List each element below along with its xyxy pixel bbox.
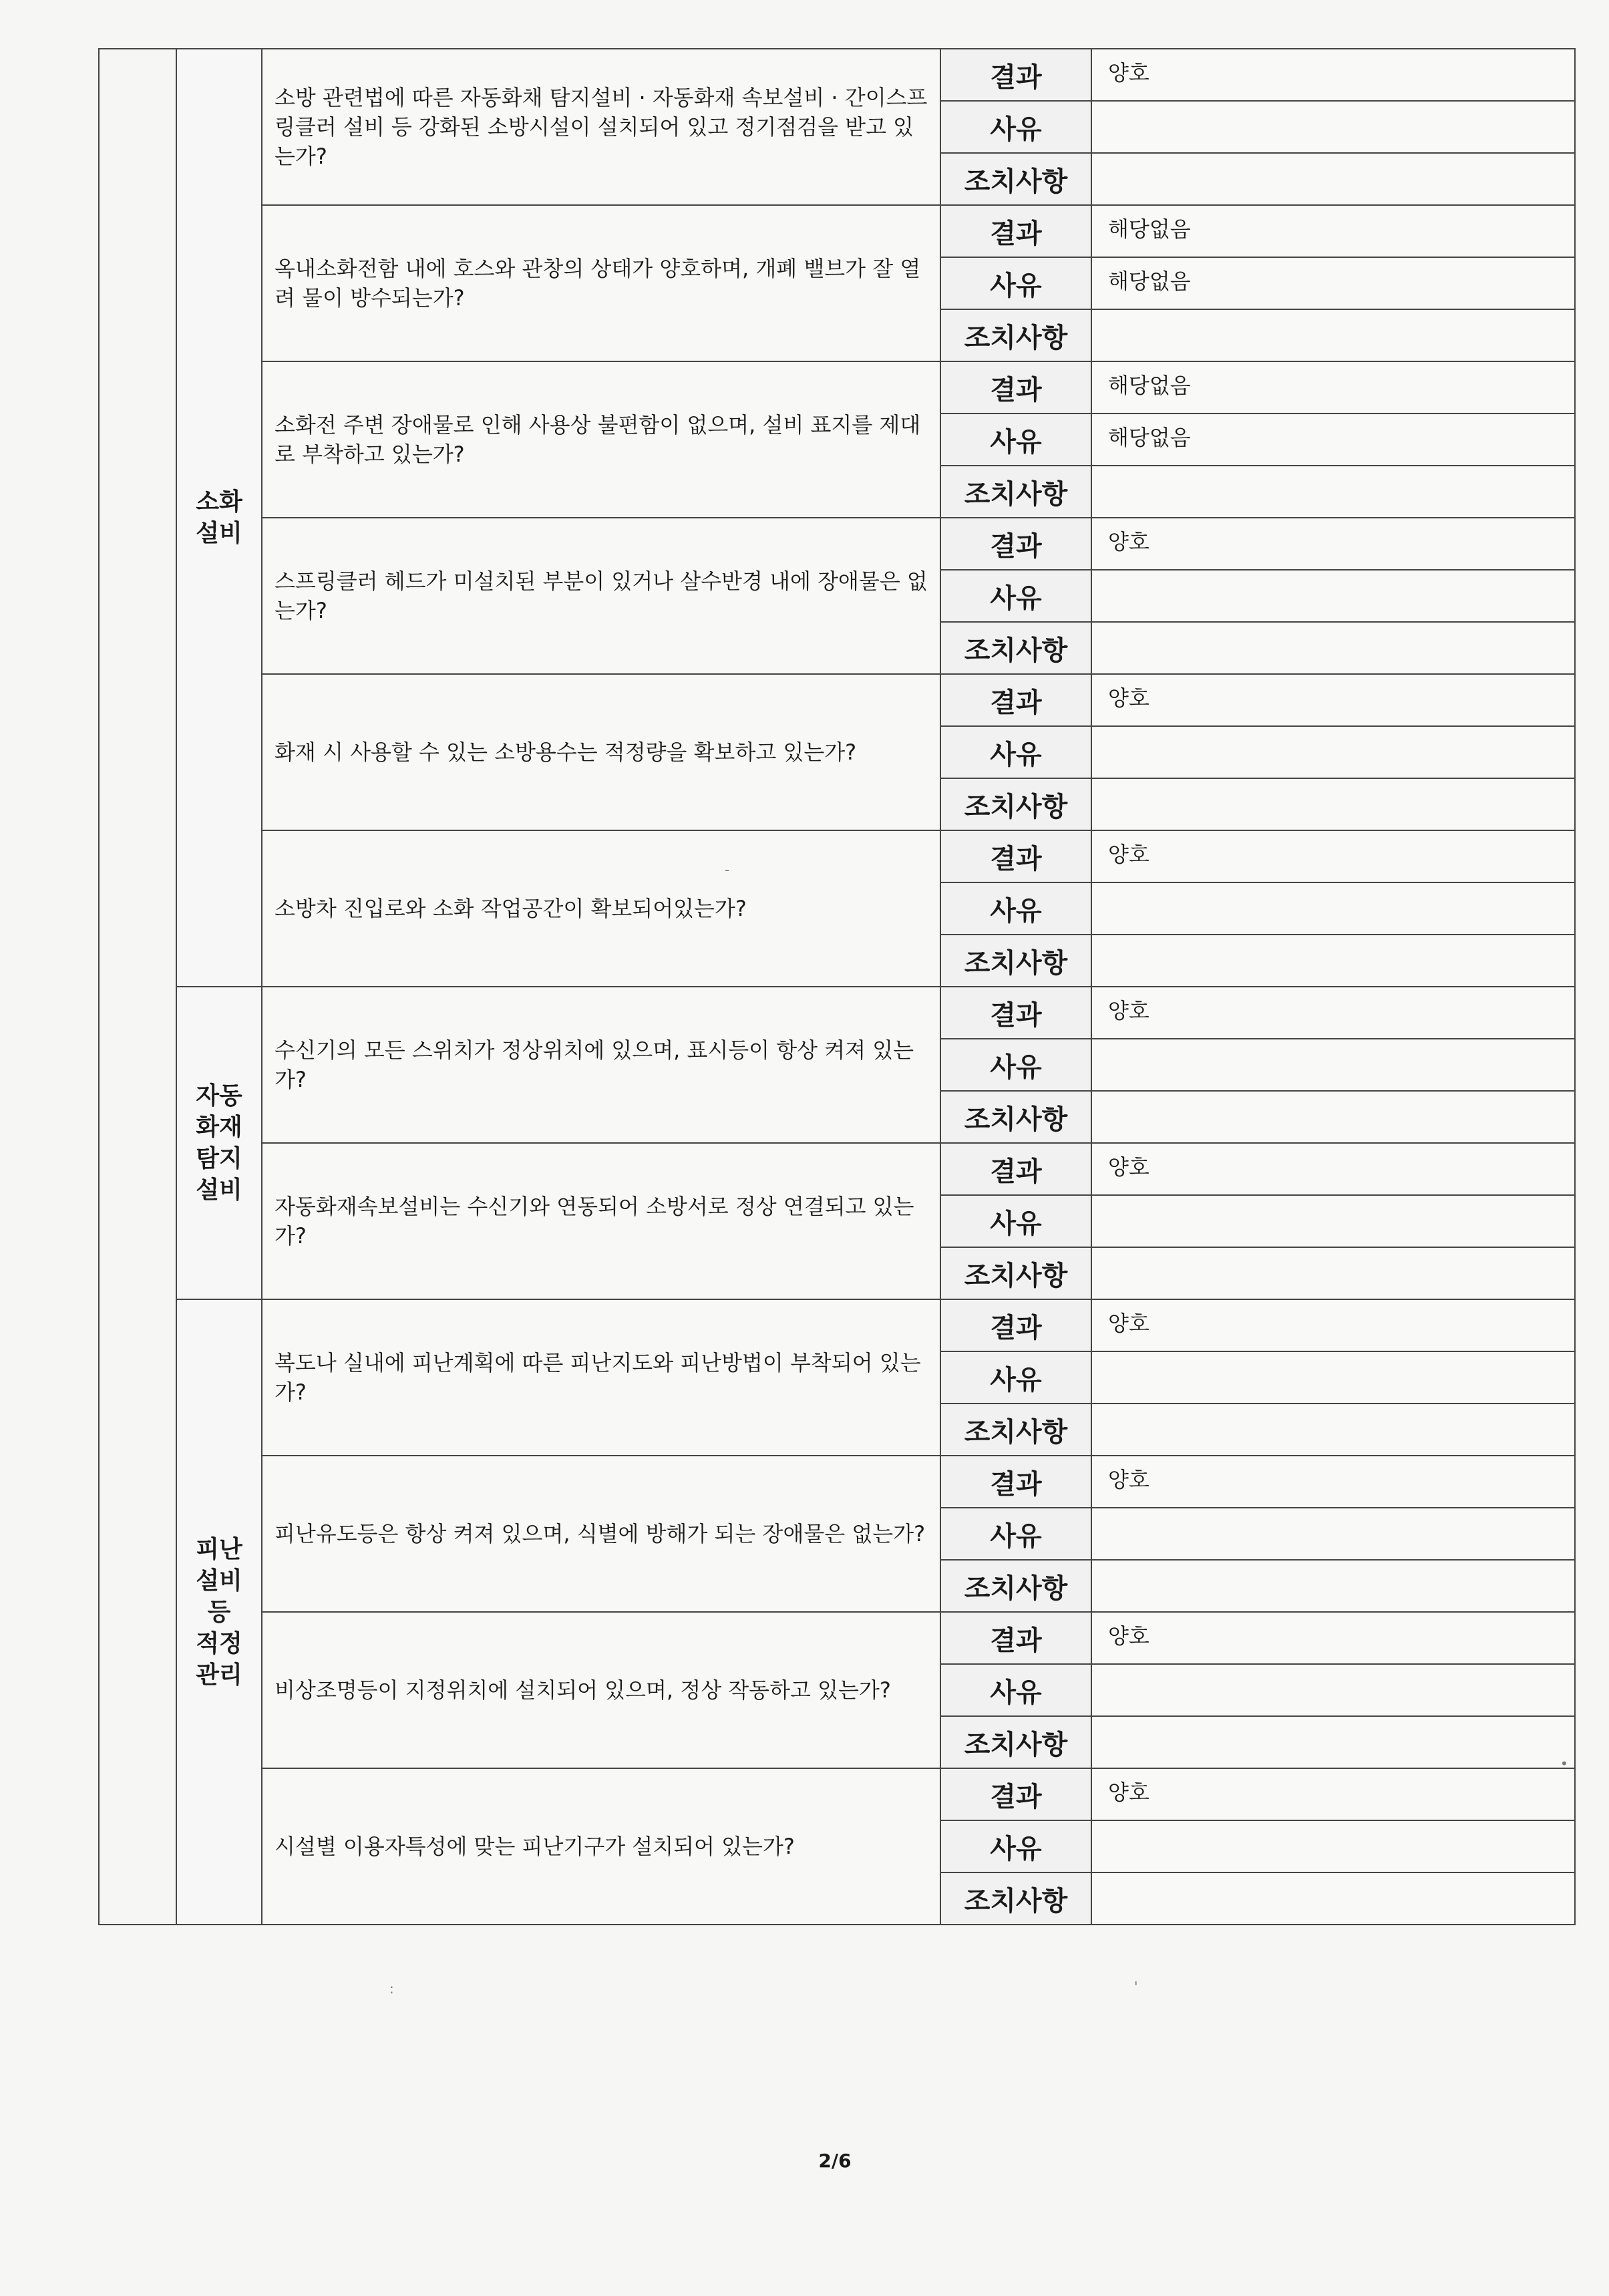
result-value[interactable]: 양호 [1091, 987, 1575, 1039]
reason-value[interactable] [1091, 882, 1575, 935]
reason-label: 사유 [940, 1351, 1091, 1404]
action-value[interactable] [1091, 1716, 1575, 1768]
action-label: 조치사항 [940, 1716, 1091, 1768]
reason-label: 사유 [940, 1820, 1091, 1872]
question-cell: 소화전 주변 장애물로 인해 사용상 불편함이 없으며, 설비 표지를 제대로 부착하고 있는가? [262, 361, 940, 518]
result-label: 결과 [940, 674, 1091, 726]
question-cell: 자동화재속보설비는 수신기와 연동되어 소방서로 정상 연결되고 있는가? [262, 1143, 940, 1299]
action-label: 조치사항 [940, 1872, 1091, 1925]
question-cell: 소방차 진입로와 소화 작업공간이 확보되어있는가? [262, 830, 940, 987]
result-value[interactable]: 해당없음 [1091, 205, 1575, 257]
scan-speck: • [1560, 1756, 1568, 1772]
action-label: 조치사항 [940, 466, 1091, 518]
category-cell [176, 49, 262, 987]
result-value[interactable]: 양호 [1091, 674, 1575, 726]
reason-label: 사유 [940, 414, 1091, 466]
result-value[interactable]: 양호 [1091, 518, 1575, 570]
reason-label: 사유 [940, 101, 1091, 153]
action-label: 조치사항 [940, 1404, 1091, 1456]
result-label: 결과 [940, 518, 1091, 570]
check-row [99, 1612, 1575, 1664]
result-label: 결과 [940, 1456, 1091, 1508]
result-label: 결과 [940, 830, 1091, 882]
check-row [99, 987, 1575, 1039]
reason-value[interactable] [1091, 1351, 1575, 1404]
action-value[interactable] [1091, 1560, 1575, 1612]
result-label: 결과 [940, 361, 1091, 414]
action-label: 조치사항 [940, 1247, 1091, 1299]
reason-label: 사유 [940, 726, 1091, 778]
action-label: 조치사항 [940, 153, 1091, 205]
reason-value[interactable] [1091, 726, 1575, 778]
result-label: 결과 [940, 987, 1091, 1039]
checklist-body [99, 49, 1575, 1925]
result-value[interactable]: 양호 [1091, 1456, 1575, 1508]
action-value[interactable] [1091, 935, 1575, 987]
question-cell: 소방 관련법에 따른 자동화채 탐지설비 · 자동화재 속보설비 · 간이스프링클러 설비 등 강화된 소방시설이 설치되어 있고 정기점검을 받고 있는가? [262, 49, 940, 205]
category-cell [176, 987, 262, 1299]
result-value[interactable]: 양호 [1091, 830, 1575, 882]
reason-label: 사유 [940, 1039, 1091, 1091]
question-cell: 스프링클러 헤드가 미설치된 부분이 있거나 살수반경 내에 장애물은 없는가? [262, 518, 940, 674]
question-cell: 시설별 이용자특성에 맞는 피난기구가 설치되어 있는가? [262, 1768, 940, 1925]
check-row [99, 674, 1575, 726]
check-row [99, 830, 1575, 882]
check-row [99, 1456, 1575, 1508]
result-label: 결과 [940, 1768, 1091, 1820]
page-number: 2/6 [818, 2150, 852, 2172]
action-label: 조치사항 [940, 778, 1091, 830]
result-label: 결과 [940, 1143, 1091, 1195]
scan-speck: : [389, 1981, 394, 1997]
scan-speck: ' [1134, 1979, 1138, 1995]
category-label: 피난 설비 등 적정 관리 [196, 1535, 242, 1689]
reason-label: 사유 [940, 1508, 1091, 1560]
action-value[interactable] [1091, 622, 1575, 674]
question-cell: 옥내소화전함 내에 호스와 관창의 상태가 양호하며, 개폐 밸브가 잘 열려 물이 방수되는가? [262, 205, 940, 361]
result-label: 결과 [940, 49, 1091, 101]
reason-value[interactable] [1091, 1820, 1575, 1872]
check-row [99, 1299, 1575, 1351]
inspection-checklist-table [98, 48, 1576, 1925]
category-label: 소화 설비 [196, 488, 242, 547]
action-value[interactable] [1091, 466, 1575, 518]
action-value[interactable] [1091, 309, 1575, 361]
result-value[interactable]: 양호 [1091, 1612, 1575, 1664]
reason-label: 사유 [940, 570, 1091, 622]
check-row [99, 49, 1575, 101]
reason-label: 사유 [940, 257, 1091, 309]
check-row [99, 1143, 1575, 1195]
scan-speck: - [725, 862, 730, 878]
action-value[interactable] [1091, 153, 1575, 205]
action-value[interactable] [1091, 1091, 1575, 1143]
result-value[interactable]: 양호 [1091, 49, 1575, 101]
reason-label: 사유 [940, 1664, 1091, 1716]
reason-value[interactable] [1091, 101, 1575, 153]
result-label: 결과 [940, 1612, 1091, 1664]
action-value[interactable] [1091, 1404, 1575, 1456]
action-label: 조치사항 [940, 1091, 1091, 1143]
action-value[interactable] [1091, 1872, 1575, 1925]
category-label: 자동 화재 탐지 설비 [196, 1082, 242, 1204]
reason-value[interactable] [1091, 570, 1575, 622]
reason-value[interactable]: 해당없음 [1091, 414, 1575, 466]
result-label: 결과 [940, 1299, 1091, 1351]
result-value[interactable]: 양호 [1091, 1299, 1575, 1351]
result-value[interactable]: 양호 [1091, 1768, 1575, 1820]
action-label: 조치사항 [940, 309, 1091, 361]
reason-value[interactable] [1091, 1195, 1575, 1247]
check-row [99, 518, 1575, 570]
category-cell [176, 1299, 262, 1925]
reason-value[interactable]: 해당없음 [1091, 257, 1575, 309]
check-row [99, 361, 1575, 414]
result-value[interactable]: 양호 [1091, 1143, 1575, 1195]
action-label: 조치사항 [940, 1560, 1091, 1612]
question-cell: 수신기의 모든 스위치가 정상위치에 있으며, 표시등이 항상 켜져 있는가? [262, 987, 940, 1143]
question-cell: 피난유도등은 항상 켜져 있으며, 식별에 방해가 되는 장애물은 없는가? [262, 1456, 940, 1612]
action-label: 조치사항 [940, 935, 1091, 987]
question-cell: 비상조명등이 지정위치에 설치되어 있으며, 정상 작동하고 있는가? [262, 1612, 940, 1768]
question-cell: 화재 시 사용할 수 있는 소방용수는 적정량을 확보하고 있는가? [262, 674, 940, 830]
reason-value[interactable] [1091, 1508, 1575, 1560]
reason-value[interactable] [1091, 1664, 1575, 1716]
check-row [99, 1768, 1575, 1820]
action-value[interactable] [1091, 778, 1575, 830]
result-value[interactable]: 해당없음 [1091, 361, 1575, 414]
question-cell: 복도나 실내에 피난계획에 따른 피난지도와 피난방법이 부착되어 있는가? [262, 1299, 940, 1456]
action-value[interactable] [1091, 1247, 1575, 1299]
margin-column [99, 49, 176, 1925]
reason-value[interactable] [1091, 1039, 1575, 1091]
reason-label: 사유 [940, 1195, 1091, 1247]
action-label: 조치사항 [940, 622, 1091, 674]
result-label: 결과 [940, 205, 1091, 257]
reason-label: 사유 [940, 882, 1091, 935]
check-row [99, 205, 1575, 257]
